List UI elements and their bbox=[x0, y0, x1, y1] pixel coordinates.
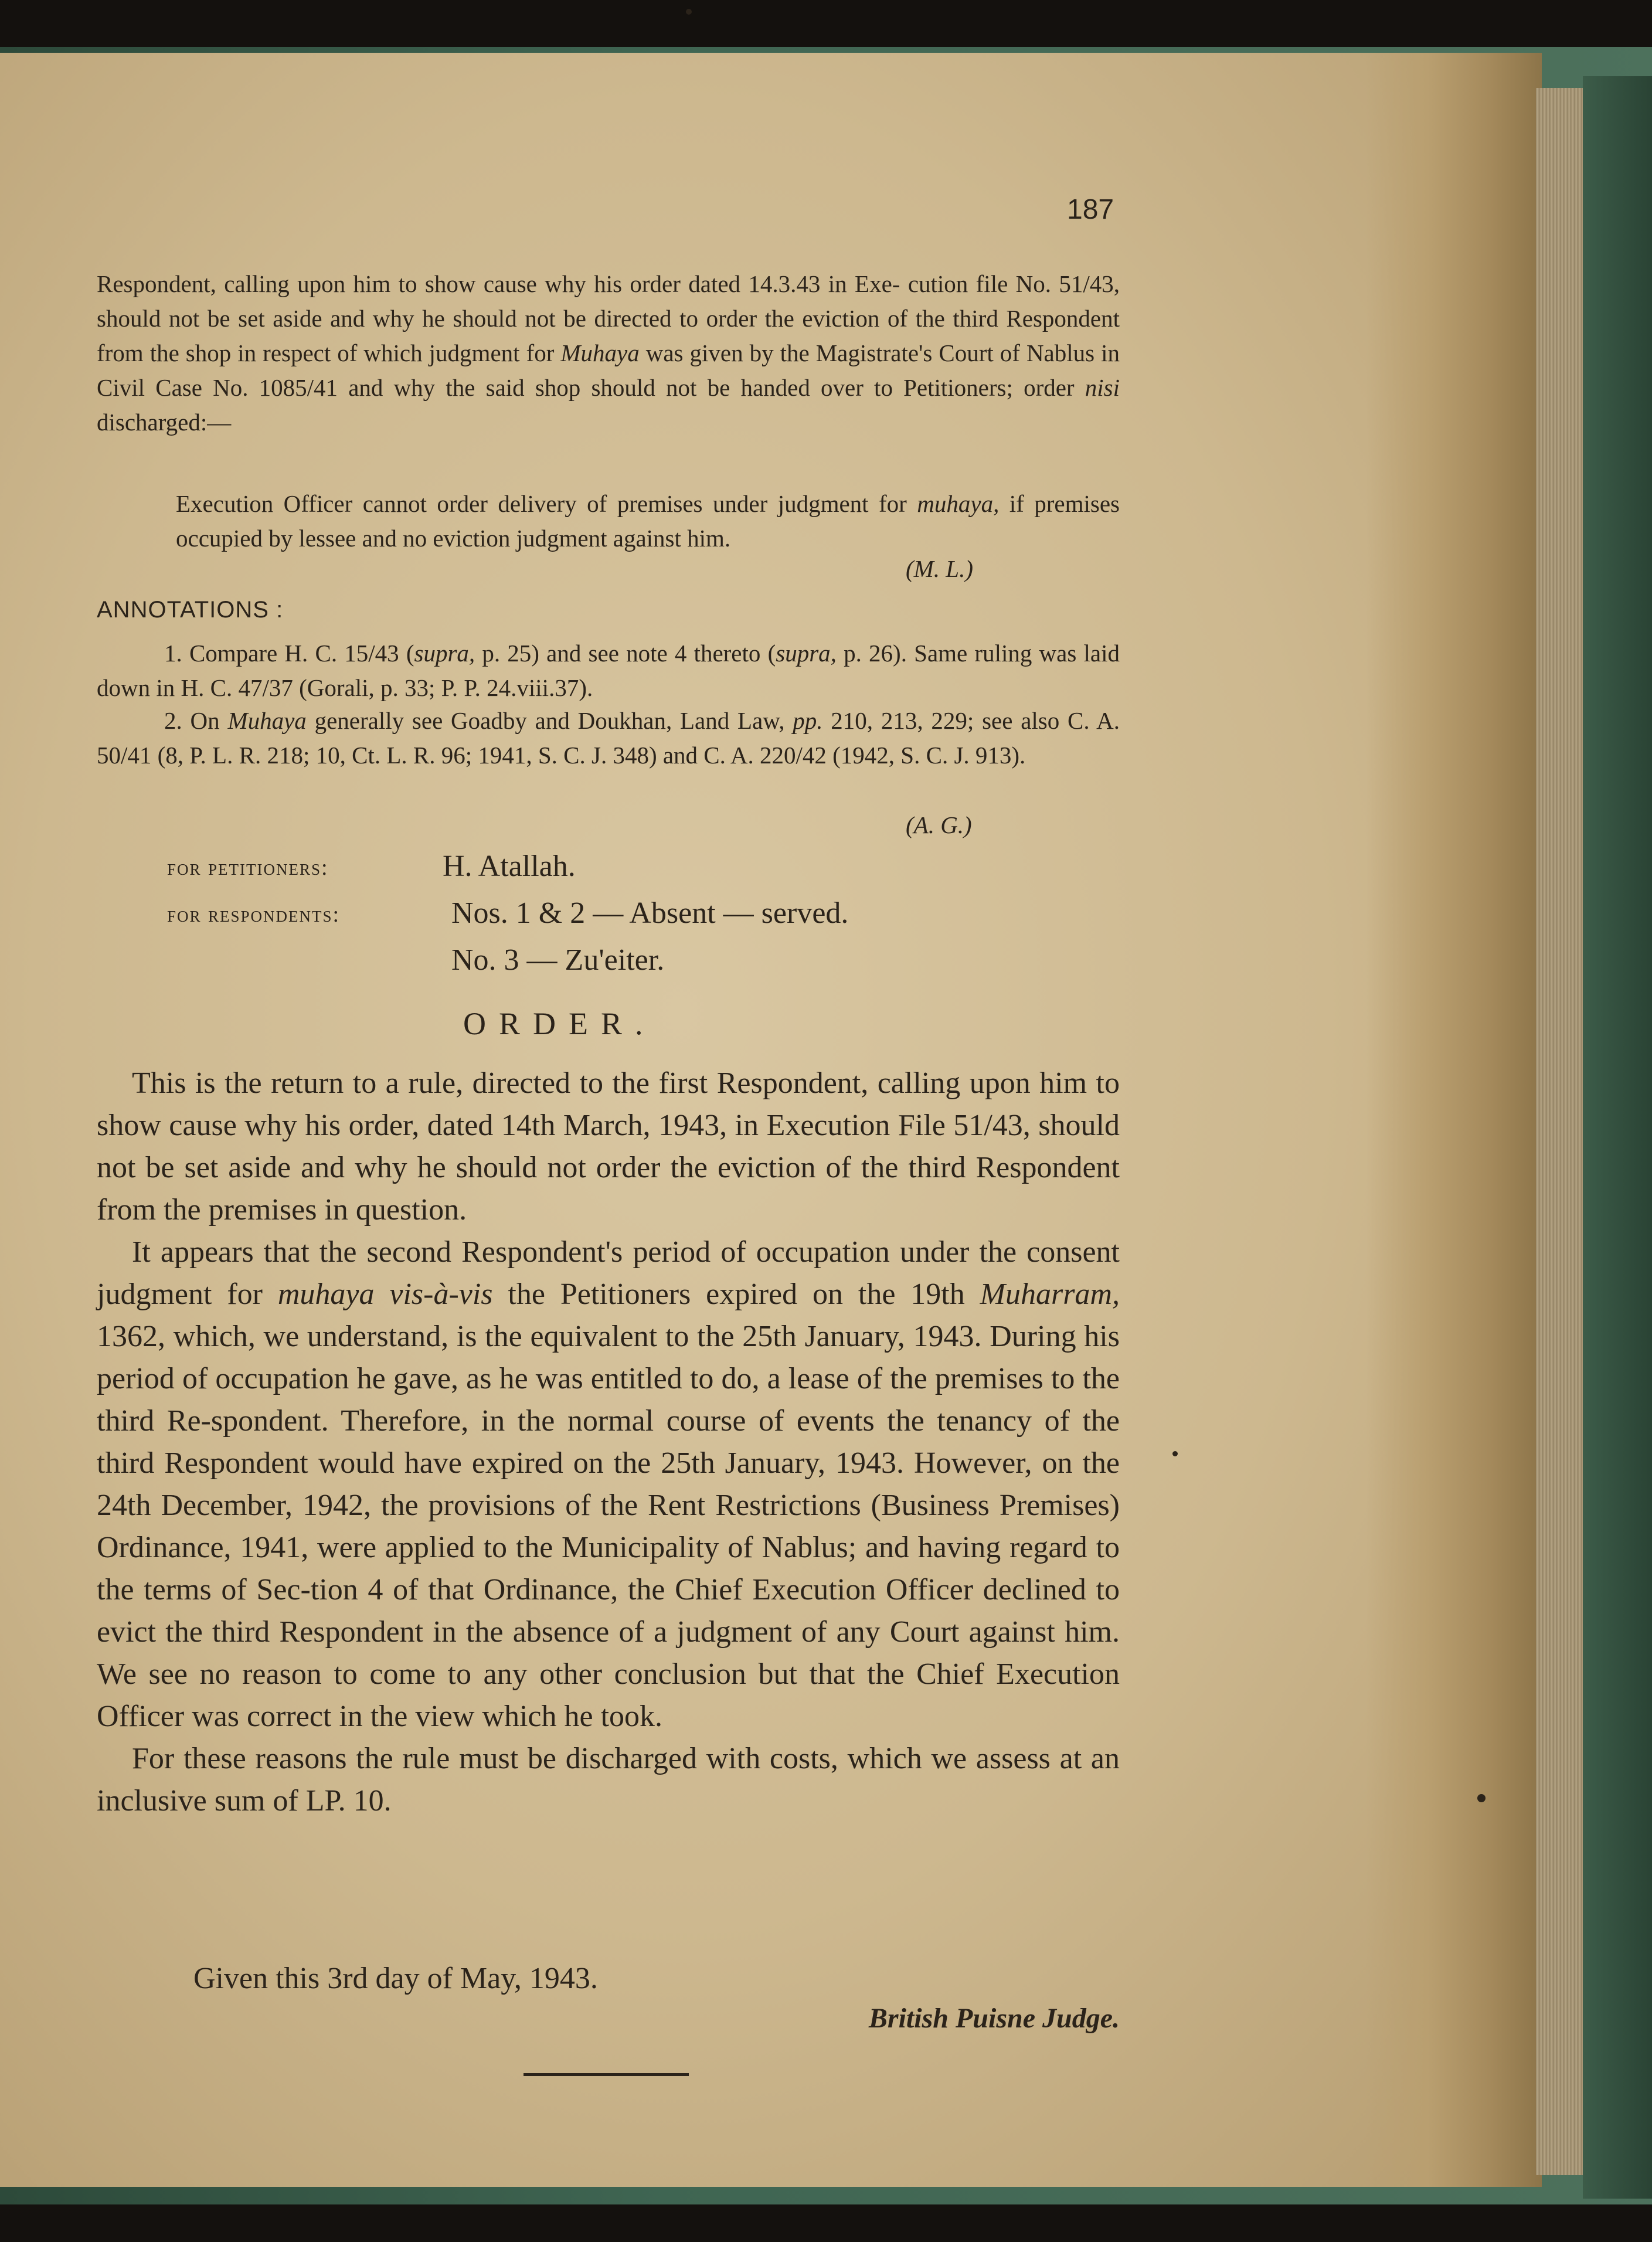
annotations-heading: ANNOTATIONS : bbox=[97, 597, 284, 623]
headnote bbox=[97, 267, 1120, 440]
headnote-text: was given by the Magistrate's Court of Nablus in Civil bbox=[97, 339, 1120, 401]
annotation-italic: supra, bbox=[776, 640, 837, 667]
holding-text: if premises occupied by lessee and no eviction judgment against him. bbox=[176, 490, 1120, 552]
headnote-italic-term: nisi bbox=[1085, 374, 1120, 401]
annotation-item-1 bbox=[97, 636, 1120, 705]
counsel-respondents-label: for respondents: bbox=[167, 902, 341, 927]
annotation-text: p. 26). Same ruling was laid down in H. C. 47/37 (Gorali, p. 33; P. P. 24.viii.37). bbox=[97, 640, 1120, 701]
headnote-line: cution file No. 51/43, should not be set aside and why he should not be directed bbox=[97, 270, 1120, 332]
paper-speck bbox=[686, 9, 692, 15]
order-heading: ORDER. bbox=[463, 1006, 656, 1041]
given-date-line: Given this 3rd day of May, 1943. bbox=[193, 1962, 598, 1995]
closing-rule bbox=[524, 2073, 689, 2076]
annotation-italic: supra, bbox=[414, 640, 475, 667]
holding-text: Execution Officer cannot order delivery of premises under judgment for bbox=[176, 490, 907, 517]
order-text: It appears that the second Respondent's period of occupation under the consent judgment for bbox=[97, 1235, 1120, 1311]
order-text: 1362, which, we understand, is the equivalent to the 25th January, 1943. During his period of occupation he gave, as he was entitled to do, a lease of the premises to the third Re-spondent. Therefore, in the normal course of events the tenancy of the third Respondent would have expired on the 25th January, 1943. However, on the 24th December, 1942, the provisions of the Rent Restrictions (Business Premises) Ordinance, 1941, were applied to the Municipality of Nablus; and having regard to the terms of Sec-tion 4 of that Ordinance, the Chief Execution Officer declined to evict the third Respondent in the absence of a judgment of any Court against him. We see no reason to come to any other conclusion but that the Chief Execution Officer was correct in the view which he took. bbox=[97, 1320, 1120, 1733]
order-italic: Muharram, bbox=[980, 1278, 1120, 1311]
holding-italic-term: muhaya, bbox=[917, 490, 1000, 517]
page-gutter-shadow bbox=[1366, 53, 1542, 2187]
counsel-respondents-value: Nos. 1 & 2 — Absent — served. bbox=[451, 896, 849, 930]
annotation-text: generally see Goadby and Doukhan, Land Law, bbox=[306, 707, 793, 734]
judge-signature: British Puisne Judge. bbox=[868, 2003, 1120, 2034]
order-italic: muhaya vis-à-vis bbox=[277, 1278, 493, 1311]
annotation-text: 210, 213, 229; see also C. A. 50/41 (8, P. L. R. 218; 10, Ct. L. R. 96; 1941, S. C. J. 348) and C. A. 220/42 (1942, S. C. J. 913). bbox=[97, 707, 1120, 769]
headnote-line: Case No. 1085/41 and why the said shop should not be handed over to Petitioners; bbox=[155, 374, 1013, 401]
headnote-text: order bbox=[1024, 374, 1085, 401]
annotation-text: 2. On bbox=[164, 707, 228, 734]
cover-right-edge bbox=[1583, 76, 1652, 2199]
paper-speck bbox=[1477, 1794, 1486, 1802]
headnote-line: to order the eviction of the third Respondent from the shop in respect of which bbox=[97, 305, 1120, 366]
headnote-text: judgment for bbox=[429, 339, 561, 366]
annotation-italic: pp. bbox=[793, 707, 823, 734]
counsel-respondents-value: No. 3 — Zu'eiter. bbox=[451, 943, 665, 977]
headnote-line: Respondent, calling upon him to show cause why his order dated 14.3.43 in Exe- bbox=[97, 270, 900, 297]
annotation-text: 1. Compare H. C. 15/43 ( bbox=[164, 640, 414, 667]
order-body bbox=[97, 1062, 1120, 1822]
holding-initials: (M. L.) bbox=[906, 555, 974, 582]
headnote-text: discharged:— bbox=[97, 409, 232, 436]
annotation-initials: (A. G.) bbox=[906, 811, 972, 838]
order-text: the Petitioners expired on the 19th bbox=[492, 1278, 980, 1311]
annotation-item-2 bbox=[97, 704, 1120, 773]
paper-speck bbox=[1172, 1451, 1178, 1456]
order-paragraph: This is the return to a rule, directed to the first Respondent, calling upon him to show cause why his order, dated 14th March, 1943, in Execution File 51/43, should not be set aside and why he should not order the eviction of the third Respondent from the premises in question. bbox=[97, 1066, 1120, 1227]
order-paragraph bbox=[97, 1231, 1120, 1738]
order-paragraph: For these reasons the rule must be discharged with costs, which we assess at an inclusive sum of LP. 10. bbox=[97, 1742, 1120, 1818]
headnote-italic-term: Muhaya bbox=[560, 339, 640, 366]
annotation-text: p. 25) and see note 4 thereto ( bbox=[475, 640, 776, 667]
page-stack-edge bbox=[1536, 88, 1583, 2175]
page-number: 187 bbox=[1067, 194, 1114, 225]
holding bbox=[176, 487, 1120, 556]
annotation-italic: Muhaya bbox=[227, 707, 307, 734]
counsel-petitioners-label: for petitioners: bbox=[167, 855, 329, 880]
counsel-petitioners-value: H. Atallah. bbox=[443, 850, 576, 883]
